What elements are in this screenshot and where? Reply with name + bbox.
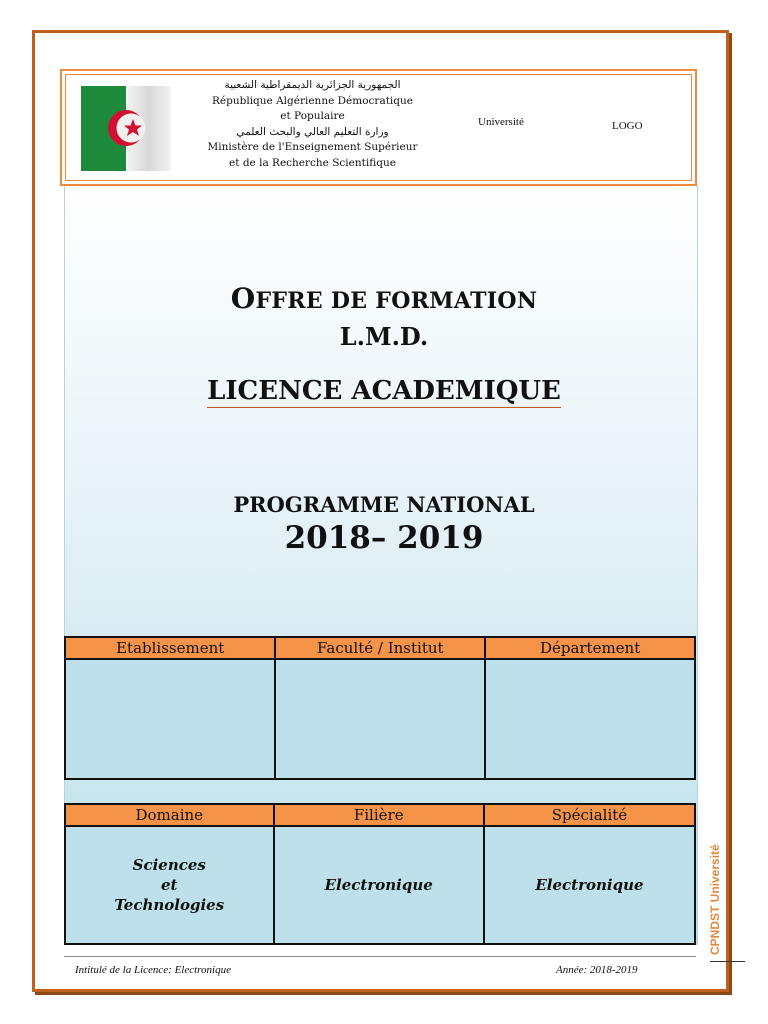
domain-table: [64, 803, 696, 945]
cell-faculte: [275, 659, 485, 779]
ministry-line1: Ministère de l'Enseignement Supérieur: [207, 141, 418, 153]
cell-domaine: [65, 826, 274, 944]
cell-etablissement: [65, 659, 275, 779]
republic-line2: et Populaire: [280, 110, 345, 122]
offre-initial: O: [230, 282, 256, 315]
side-vertical-text: CPNDST Université: [708, 844, 722, 955]
domaine-line: et: [161, 876, 178, 894]
republic-line1: République Algérienne Démocratique: [212, 94, 413, 107]
header-domaine: Domaine: [65, 804, 274, 826]
ministry-line2: et de la Recherche Scientifique: [229, 156, 396, 169]
domaine-line: Sciences: [132, 856, 206, 874]
domaine-line: Technologies: [114, 896, 225, 914]
government-heading: [190, 78, 435, 171]
year-title: 2018– 2019: [284, 520, 484, 556]
arabic-ministry-text: وزارة التعليم العالي والبحث العلمي: [236, 125, 389, 138]
arabic-republic-text: الجمهورية الجزائرية الديمقراطية الشعبية: [224, 79, 401, 91]
logo-placeholder: LOGO: [612, 120, 643, 132]
footer-licence-title: Intitulé de la Licence: Electronique: [75, 964, 231, 976]
header-specialite: Spécialité: [484, 804, 695, 826]
algeria-flag-icon: [81, 86, 171, 171]
licence-title: [64, 376, 704, 406]
crescent-star-icon: [81, 86, 171, 171]
cell-specialite: Electronique: [484, 826, 695, 944]
licence-text: LICENCE ACADEMIQUE: [207, 376, 561, 406]
offre-rest: FFRE DE FORMATION: [255, 288, 538, 314]
header-faculte: Faculté / Institut: [275, 637, 485, 659]
footer-year: Année: 2018-2019: [556, 964, 638, 976]
footer-divider: [64, 956, 696, 957]
header-departement: Département: [485, 637, 695, 659]
side-rule: [710, 961, 745, 962]
cell-filiere: Electronique: [274, 826, 484, 944]
establishment-table: [64, 636, 696, 780]
lmd-title: L.M.D.: [339, 322, 429, 351]
header-filiere: Filière: [274, 804, 484, 826]
offre-title: [64, 282, 704, 315]
programme-title: PROGRAMME NATIONAL: [233, 492, 535, 517]
cell-departement: [485, 659, 695, 779]
universite-label: Université: [478, 116, 524, 128]
header-etablissement: Etablissement: [65, 637, 275, 659]
